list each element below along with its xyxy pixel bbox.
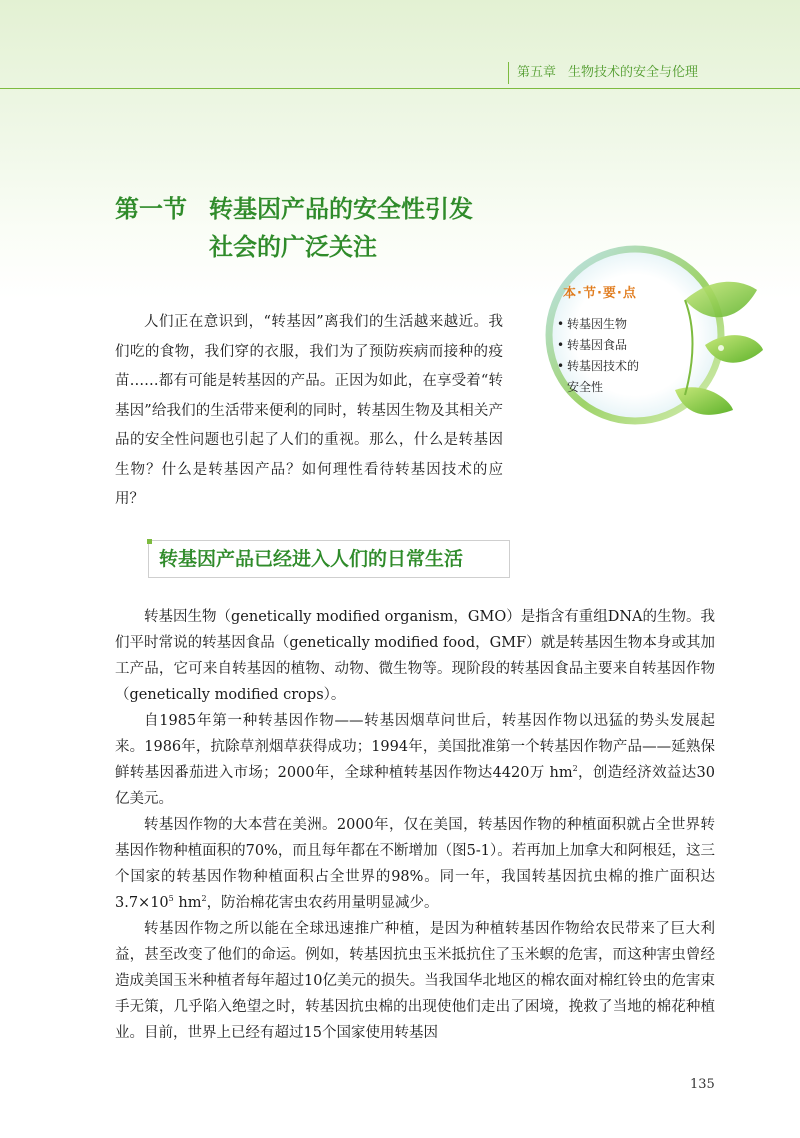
section-number: 第一节 (115, 195, 187, 223)
subsection-title: 转基因产品已经进入人们的日常生活 (159, 545, 463, 573)
header-divider (0, 88, 800, 89)
paragraph: 转基因作物的大本营在美洲。2000年，仅在美国，转基因作物的种植面积就占全世界转基因作物种植面积的70%，而且每年都在不断增加（图5-1）。若再加上加拿大和阿根廷，这三个国家的转基因作物种植面积占全世界的98%。同一年，我国转基因抗虫棉的推广面积达$3.7\times 10^5$ $hm^2$，防治棉花害虫农药用量明显减少。 (115, 817, 715, 911)
key-points-panel (535, 230, 765, 450)
chapter-title: 生物技术的安全与伦理 (568, 65, 699, 80)
chapter-number: 第五章 (517, 65, 557, 80)
dew-drop (718, 345, 724, 351)
section-title-line2: 社会的广泛关注 (209, 233, 377, 261)
chapter-header (508, 62, 800, 84)
section-title (115, 190, 473, 266)
key-points-title: 本·节·要·点 (563, 286, 637, 301)
list-item: • 转基因食品 (557, 338, 628, 352)
subsection-heading (148, 540, 510, 578)
leaf-bottom (675, 387, 733, 415)
intro-paragraph: 人们正在意识到，“转基因”离我们的生活越来越近。我们吃的食物，我们穿的衣服，我们为了预防疾病而接种的疫苗……都有可能是转基因的产品。正因为如此，在享受着“转基因”给我们的生活带来便利的同时，转基因生物及其相关产品的安全性问题也引起了人们的重视。那么，什么是转基因生物？什么是转基因产品？如何理性看待转基因技术的应用？ (115, 314, 503, 507)
list-item: • 转基因生物 (557, 317, 628, 331)
paragraph: 转基因作物之所以能在全球迅速推广种植，是因为种植转基因作物给农民带来了巨大利益，甚至改变了他们的命运。例如，转基因抗虫玉米抵抗住了玉米螟的危害，而这种害虫曾经造成美国玉米种植者每年超过10亿美元的损失。当我国华北地区的棉农面对棉红铃虫的危害束手无策，几乎陷入绝望之时，转基因抗虫棉的出现使他们走出了困境，挽救了当地的棉花种植业。目前，世界上已经有超过15个国家使用转基因 (115, 921, 715, 1041)
page-number: 135 (690, 1077, 715, 1092)
key-points-list (557, 314, 639, 398)
paragraph: 转基因生物（genetically modified organism，GMO）是指含有重组DNA的生物。我们平时常说的转基因食品（genetically modified food，GMF）就是转基因生物本身或其加工产品，它可来自转基因的植物、动物、微生物等。现阶段的转基因食品主要来自转基因作物（genetically modified crops）。 (115, 609, 715, 703)
body-text (115, 604, 715, 1046)
section-title-line1: 转基因产品的安全性引发 (209, 195, 473, 223)
paragraph: 自1985年第一种转基因作物——转基因烟草问世后，转基因作物以迅猛的势头发展起来。1986年，抗除草剂烟草获得成功；1994年，美国批准第一个转基因作物产品——延熟保鲜转基因番茄进入市场；2000年，全球种植转基因作物达4420万 $hm^2$，创造经济效益达30亿美元。 (115, 713, 716, 807)
list-item: • 转基因技术的 安全性 (557, 359, 640, 394)
